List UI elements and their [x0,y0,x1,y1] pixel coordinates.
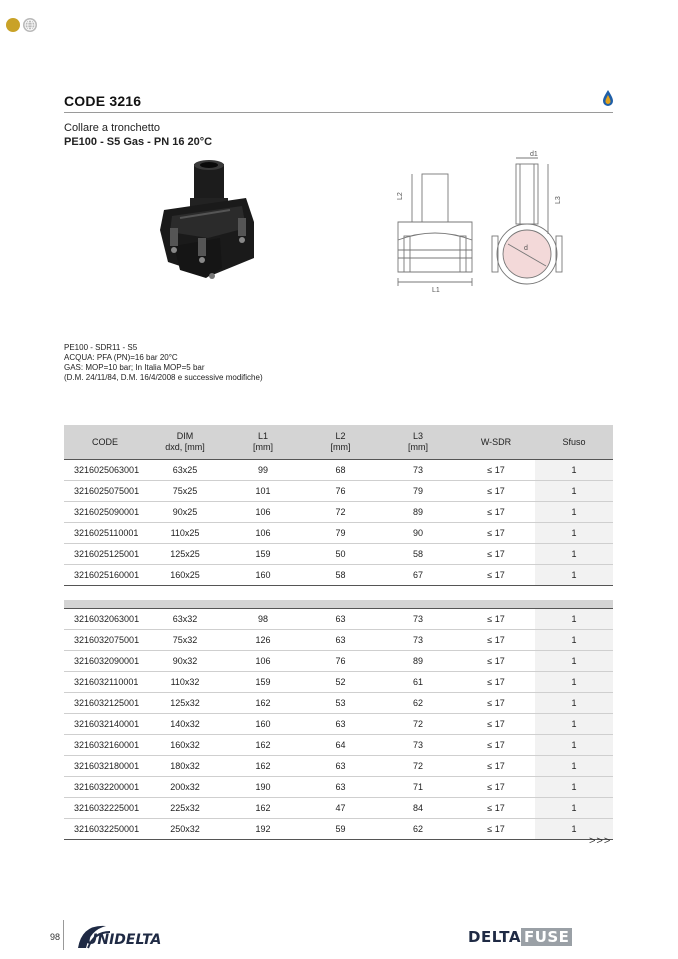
cell-code: 3216025090001 [64,502,146,523]
header-sfuso: Sfuso [535,425,613,460]
unidelta-logo [72,918,212,957]
cell-wsdr: ≤ 17 [457,777,535,798]
cell-code: 3216032160001 [64,735,146,756]
table-row [64,544,613,565]
cell-sfuso: 1 [535,502,613,523]
cell-code: 3216032110001 [64,672,146,693]
cell-l3: 62 [379,693,457,714]
cell-l3: 72 [379,714,457,735]
deltafuse-wordmark-fuse: FUSE [521,928,572,946]
unidelta-wordmark: UNIDELTA [86,932,162,948]
cell-l1: 99 [224,460,302,481]
cell-wsdr: ≤ 17 [457,523,535,544]
table-row [64,798,613,819]
cell-l3: 89 [379,651,457,672]
cell-wsdr: ≤ 17 [457,735,535,756]
cell-l1: 106 [224,502,302,523]
cell-sfuso: 1 [535,651,613,672]
cell-l2: 72 [302,502,379,523]
cell-l3: 73 [379,630,457,651]
product-table-32 [64,600,613,840]
cell-l3: 84 [379,798,457,819]
cell-sfuso: 1 [535,672,613,693]
cell-l2: 76 [302,651,379,672]
cell-l3: 89 [379,502,457,523]
cell-code: 3216032180001 [64,756,146,777]
cell-l2: 63 [302,756,379,777]
cell-sfuso: 1 [535,565,613,586]
cell-dim: 75x25 [146,481,224,502]
product-photo [150,158,265,291]
cell-l2: 68 [302,460,379,481]
table-row [64,819,613,840]
cell-dim: 90x25 [146,502,224,523]
language-dot-icon[interactable] [6,18,20,32]
header-l2: L2 [mm] [302,425,379,460]
cell-sfuso: 1 [535,481,613,502]
cell-code: 3216032063001 [64,609,146,630]
cell-l1: 106 [224,651,302,672]
product-rating: PE100 - S5 Gas - PN 16 20°C [64,136,213,148]
cell-dim: 90x32 [146,651,224,672]
cell-sfuso: 1 [535,630,613,651]
cell-wsdr: ≤ 17 [457,693,535,714]
cell-l2: 79 [302,523,379,544]
table-row [64,460,613,481]
cell-dim: 75x32 [146,630,224,651]
cell-l3: 72 [379,756,457,777]
cell-dim: 110x32 [146,672,224,693]
cell-l3: 61 [379,672,457,693]
cell-code: 3216025075001 [64,481,146,502]
page-number: 98 [50,932,61,942]
dim-label-d: d [524,245,528,252]
product-description: Collare a tronchetto [64,122,160,134]
cell-l2: 64 [302,735,379,756]
table-row [64,651,613,672]
cell-l3: 67 [379,565,457,586]
cell-l2: 63 [302,777,379,798]
cell-dim: 110x25 [146,523,224,544]
cell-wsdr: ≤ 17 [457,798,535,819]
cell-l3: 90 [379,523,457,544]
cell-wsdr: ≤ 17 [457,565,535,586]
cell-dim: 200x32 [146,777,224,798]
cell-l1: 160 [224,714,302,735]
cell-sfuso: 1 [535,714,613,735]
header-dim: DIM dxd, [mm] [146,425,224,460]
table-row [64,609,613,630]
cell-l1: 192 [224,819,302,840]
table-header [64,425,613,460]
cell-wsdr: ≤ 17 [457,544,535,565]
cell-l1: 162 [224,756,302,777]
cell-l3: 71 [379,777,457,798]
cell-code: 3216025110001 [64,523,146,544]
table-row [64,756,613,777]
cell-sfuso: 1 [535,609,613,630]
cell-l3: 62 [379,819,457,840]
cell-l2: 52 [302,672,379,693]
header-wsdr: W-SDR [457,425,535,460]
table-row [64,481,613,502]
cell-l1: 159 [224,672,302,693]
spec-line: GAS: MOP=10 bar; In Italia MOP=5 bar [64,363,205,372]
cell-wsdr: ≤ 17 [457,714,535,735]
cell-wsdr: ≤ 17 [457,502,535,523]
cell-l2: 59 [302,819,379,840]
cell-l1: 160 [224,565,302,586]
cell-dim: 180x32 [146,756,224,777]
cell-code: 3216025160001 [64,565,146,586]
table-row [64,565,613,586]
cell-l1: 190 [224,777,302,798]
cell-wsdr: ≤ 17 [457,672,535,693]
cell-dim: 140x32 [146,714,224,735]
cell-l2: 47 [302,798,379,819]
cell-l3: 73 [379,735,457,756]
cell-wsdr: ≤ 17 [457,819,535,840]
header-code: CODE [64,425,146,460]
table-row [64,735,613,756]
deltafuse-wordmark-delta: DELTA [468,928,521,946]
cell-l1: 159 [224,544,302,565]
cell-code: 3216025063001 [64,460,146,481]
cell-sfuso: 1 [535,735,613,756]
dim-label-l2: L2 [397,192,404,200]
cell-l2: 50 [302,544,379,565]
cell-sfuso: 1 [535,523,613,544]
spec-line: PE100 - SDR11 - S5 [64,343,138,352]
footer-divider [63,920,64,950]
cell-sfuso: 1 [535,693,613,714]
cell-l1: 162 [224,735,302,756]
dim-label-l3: L3 [555,196,562,204]
cell-dim: 63x32 [146,609,224,630]
cell-code: 3216032140001 [64,714,146,735]
cell-code: 3216025125001 [64,544,146,565]
technical-specs [64,343,263,383]
cell-l3: 79 [379,481,457,502]
technical-drawing [388,150,588,305]
cell-dim: 125x25 [146,544,224,565]
cell-sfuso: 1 [535,460,613,481]
dim-label-l1: L1 [432,287,440,294]
cell-dim: 160x32 [146,735,224,756]
spec-line: (D.M. 24/11/84, D.M. 16/4/2008 e successive modifiche) [64,373,263,382]
cell-l1: 98 [224,609,302,630]
cell-l1: 126 [224,630,302,651]
table-row [64,714,613,735]
cell-l2: 63 [302,630,379,651]
cell-code: 3216032250001 [64,819,146,840]
cell-l3: 73 [379,609,457,630]
globe-icon[interactable] [23,18,37,32]
table-row [64,630,613,651]
cell-code: 3216032225001 [64,798,146,819]
table-row [64,672,613,693]
cell-code: 3216032090001 [64,651,146,672]
cell-wsdr: ≤ 17 [457,481,535,502]
cell-code: 3216032200001 [64,777,146,798]
deltafuse-logo [468,928,572,946]
page-title: CODE 3216 [64,93,142,109]
cell-l2: 58 [302,565,379,586]
cell-dim: 160x25 [146,565,224,586]
table-row [64,502,613,523]
water-gas-drop-icon [601,89,615,112]
cell-dim: 63x25 [146,460,224,481]
cell-code: 3216032075001 [64,630,146,651]
header-l1: L1 [mm] [224,425,302,460]
cell-wsdr: ≤ 17 [457,651,535,672]
cell-wsdr: ≤ 17 [457,460,535,481]
cell-sfuso: 1 [535,544,613,565]
cell-dim: 125x32 [146,693,224,714]
cell-l1: 162 [224,798,302,819]
table-row [64,523,613,544]
cell-wsdr: ≤ 17 [457,609,535,630]
product-table-25 [64,425,613,586]
cell-sfuso: 1 [535,756,613,777]
cell-sfuso: 1 [535,819,613,840]
cell-wsdr: ≤ 17 [457,756,535,777]
cell-l2: 63 [302,714,379,735]
cell-l1: 101 [224,481,302,502]
cell-l1: 162 [224,693,302,714]
cell-l2: 63 [302,609,379,630]
top-icons [6,18,37,32]
cell-l2: 53 [302,693,379,714]
cell-l1: 106 [224,523,302,544]
header-l3: L3 [mm] [379,425,457,460]
cell-l3: 58 [379,544,457,565]
table-row [64,693,613,714]
cell-wsdr: ≤ 17 [457,630,535,651]
cell-sfuso: 1 [535,798,613,819]
cell-code: 3216032125001 [64,693,146,714]
cell-dim: 250x32 [146,819,224,840]
cell-l3: 73 [379,460,457,481]
dim-label-d1: d1 [530,151,538,158]
table-header-band [64,600,613,609]
cell-dim: 225x32 [146,798,224,819]
cell-l2: 76 [302,481,379,502]
spec-line: ACQUA: PFA (PN)=16 bar 20°C [64,353,178,362]
table-row [64,777,613,798]
title-divider [64,112,613,113]
continue-marker[interactable]: >>> [589,835,612,847]
cell-sfuso: 1 [535,777,613,798]
